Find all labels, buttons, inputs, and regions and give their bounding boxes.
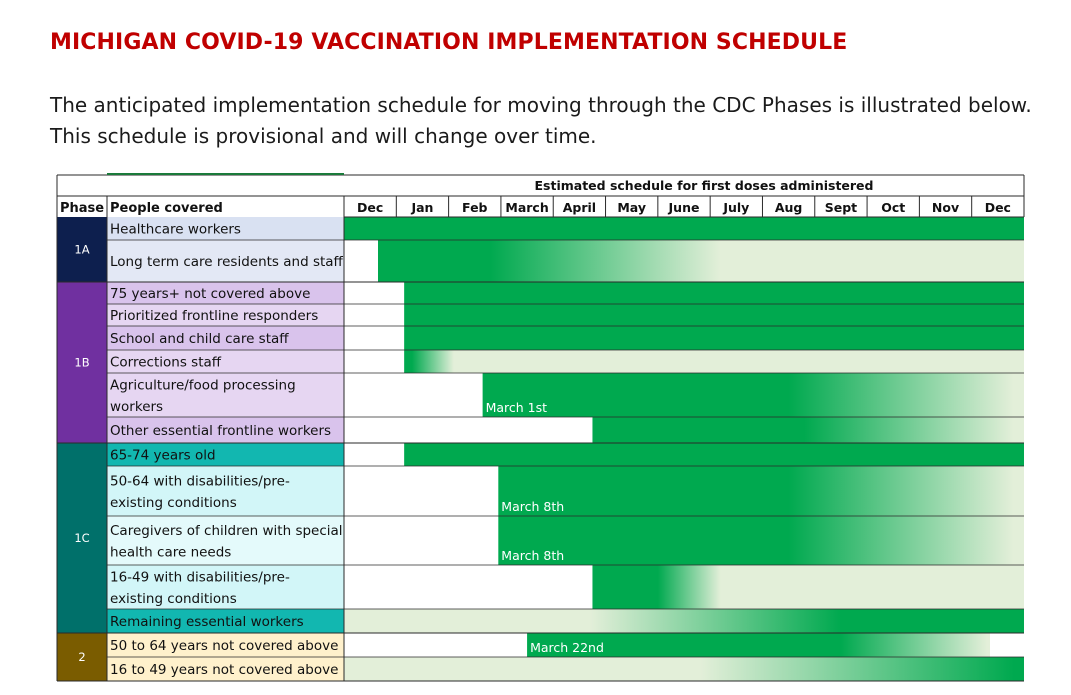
people-covered-label: Healthcare workers [110,221,241,238]
people-covered-label: Agriculture/food processing [110,377,296,394]
month-header-1: Jan [411,200,434,215]
schedule-bar [378,240,1024,282]
people-covered-label: Prioritized frontline responders [110,308,319,324]
people-covered-label: existing conditions [110,494,237,511]
month-header-4: April [562,200,597,215]
phase-label: 1B [74,355,90,370]
people-covered-label: Long term care residents and staff [110,254,343,270]
start-date-annotation: March 1st [485,400,548,415]
month-header-9: Sept [824,200,858,215]
month-header-10: Oct [881,200,906,215]
schedule-bar [404,282,1024,304]
schedule-bar [404,326,1024,350]
people-covered-label: 50 to 64 years not covered above [110,638,339,654]
people-column-header: People covered [110,201,223,216]
schedule-bar [483,373,1024,417]
schedule-bar [344,217,1024,240]
schedule-bar [498,516,1024,565]
month-header-8: Aug [774,200,803,215]
month-header-5: May [617,200,647,215]
intro-paragraph: The anticipated implementation schedule for moving through the CDC Phases is illustrated below. This schedule is provisional and will change over time. [50,93,1032,148]
schedule-bar [404,350,1024,373]
people-covered-label: Remaining essential workers [110,614,304,630]
start-date-annotation: March 22nd [530,640,604,655]
people-covered-label: existing conditions [110,590,237,607]
schedule-bar [404,443,1024,466]
phase-label: 2 [78,650,86,664]
month-header-6: June [668,200,700,215]
schedule-bar [592,565,1024,609]
people-covered-label: School and child care staff [110,331,289,347]
schedule-bar [404,304,1024,326]
month-header-0: Dec [357,200,384,215]
people-covered-label: 16-49 with disabilities/pre- [110,569,290,586]
month-header-12: Dec [984,200,1011,215]
people-covered-label: Corrections staff [110,354,222,371]
people-covered-label: health care needs [110,544,232,561]
month-header-7: July [723,200,750,215]
people-covered-label: 16 to 49 years not covered above [110,662,339,678]
people-covered-label: Caregivers of children with special [110,522,343,539]
phase-column-header: Phase [60,201,105,216]
people-covered-label: workers [110,398,164,415]
month-header-3: March [505,200,549,215]
people-covered-label: 65-74 years old [110,447,216,464]
schedule-bar [592,417,1024,443]
schedule-bar [344,609,1024,633]
people-covered-label: Other essential frontline workers [110,423,332,439]
schedule-bar [344,657,1024,681]
phase-label: 1A [74,242,90,257]
people-covered-label: 50-64 with disabilities/pre- [110,473,290,490]
schedule-header-label: Estimated schedule for first doses administered [534,178,874,193]
month-header-2: Feb [462,200,488,215]
phase-label: 1C [74,531,90,545]
schedule-bar [498,466,1024,516]
start-date-annotation: March 8th [501,548,565,563]
start-date-annotation: March 8th [501,499,565,514]
page-title: MICHIGAN COVID-19 VACCINATION IMPLEMENTATION SCHEDULE [50,30,848,55]
month-header-11: Nov [931,200,960,215]
people-covered-label: 75 years+ not covered above [110,286,311,302]
